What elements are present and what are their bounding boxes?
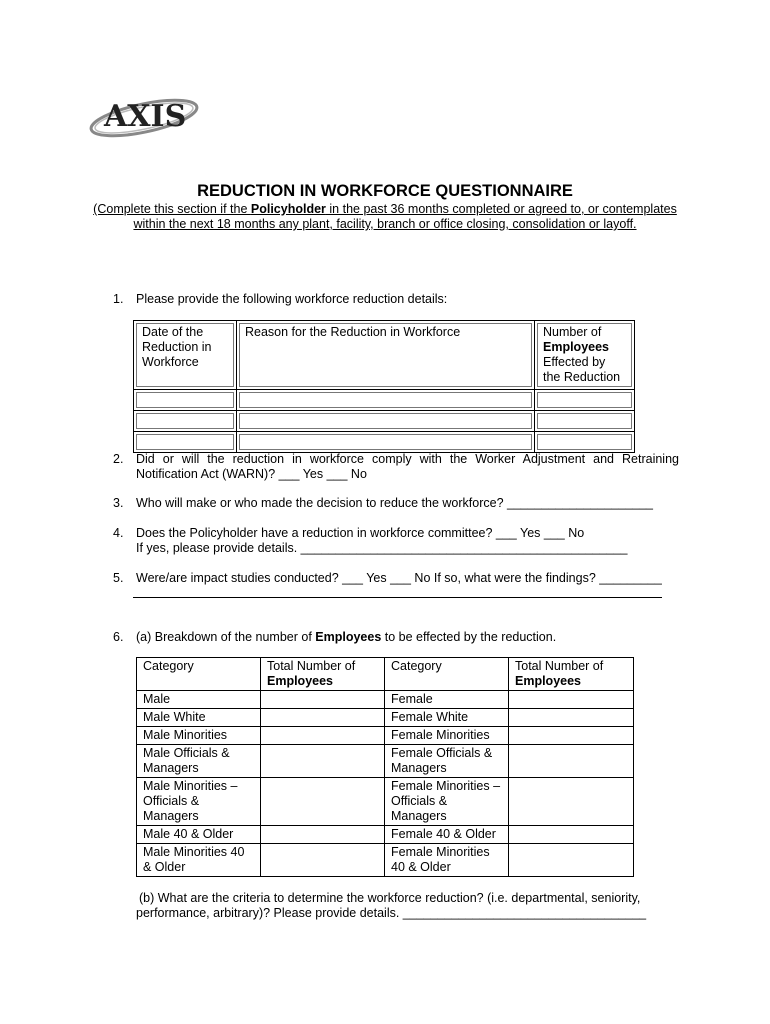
- row-label-male: Male Minorities 40 & Older: [137, 844, 261, 877]
- input-cell[interactable]: [136, 434, 234, 450]
- question-6b: (b) What are the criteria to determine the workforce reduction? (i.e. departmental, seniority, performance, arbitrary)? Please provide details. ___________________________________: [136, 891, 647, 920]
- col-header-category: Category: [137, 658, 261, 691]
- col-header-number: Number of Employees Effected by the Reduction: [537, 323, 632, 387]
- row-label-male: Male Officials & Managers: [137, 745, 261, 778]
- axis-logo: [88, 92, 200, 140]
- row-label-male: Male White: [137, 709, 261, 727]
- input-cell[interactable]: [239, 434, 532, 450]
- input-cell[interactable]: [509, 745, 634, 778]
- row-label-female: Female Minorities 40 & Older: [385, 844, 509, 877]
- input-cell[interactable]: [509, 778, 634, 826]
- input-cell[interactable]: [261, 691, 385, 709]
- input-cell[interactable]: [509, 844, 634, 877]
- input-cell[interactable]: [239, 392, 532, 408]
- input-cell[interactable]: [261, 709, 385, 727]
- row-label-male: Male: [137, 691, 261, 709]
- input-cell[interactable]: [261, 844, 385, 877]
- col-header-reason: Reason for the Reduction in Workforce: [239, 323, 532, 387]
- row-label-female: Female 40 & Older: [385, 826, 509, 844]
- input-cell[interactable]: [537, 413, 632, 429]
- question-6: 6. (a) Breakdown of the number of Employees to be effected by the reduction.: [113, 630, 557, 644]
- question-4: 4. Does the Policyholder have a reduction in workforce committee? ___ Yes ___ No If yes, please provide details. _______________________________________________: [113, 526, 628, 555]
- input-cell[interactable]: [136, 413, 234, 429]
- workforce-reduction-table: [133, 320, 635, 453]
- input-cell[interactable]: [509, 691, 634, 709]
- input-cell[interactable]: [261, 826, 385, 844]
- col-header-date: Date of the Reduction in Workforce: [136, 323, 234, 387]
- col-header-total-2: Total Number of Employees: [509, 658, 634, 691]
- row-label-female: Female Minorities – Officials & Managers: [385, 778, 509, 826]
- row-label-female: Female Minorities: [385, 727, 509, 745]
- answer-line[interactable]: [133, 597, 662, 598]
- input-cell[interactable]: [509, 727, 634, 745]
- row-label-female: Female Officials & Managers: [385, 745, 509, 778]
- page-subtitle: (Complete this section if the Policyholder in the past 36 months completed or agreed to, or contemplates within the next 18 months any plant, facility, branch or office closing, consolidation or layoff.: [93, 202, 677, 231]
- input-cell[interactable]: [261, 727, 385, 745]
- input-cell[interactable]: [509, 709, 634, 727]
- input-cell[interactable]: [261, 778, 385, 826]
- question-2: 2. Did or will the reduction in workforce comply with the Worker Adjustment and Retraining Notification Act (WARN)? ___ Yes ___ No: [113, 452, 679, 481]
- row-label-male: Male Minorities: [137, 727, 261, 745]
- page-title: REDUCTION IN WORKFORCE QUESTIONNAIRE: [197, 182, 573, 200]
- question-3: 3. Who will make or who made the decision to reduce the workforce? _____________________: [113, 496, 653, 510]
- svg-text:AXIS: AXIS: [104, 99, 187, 134]
- input-cell[interactable]: [537, 434, 632, 450]
- col-header-total: Total Number of Employees: [261, 658, 385, 691]
- row-label-male: Male Minorities – Officials & Managers: [137, 778, 261, 826]
- col-header-category-2: Category: [385, 658, 509, 691]
- input-cell[interactable]: [509, 826, 634, 844]
- input-cell[interactable]: [136, 392, 234, 408]
- row-label-male: Male 40 & Older: [137, 826, 261, 844]
- question-1: 1. Please provide the following workforce reduction details:: [113, 292, 448, 306]
- row-label-female: Female: [385, 691, 509, 709]
- input-cell[interactable]: [537, 392, 632, 408]
- employee-breakdown-table: [136, 657, 634, 877]
- input-cell[interactable]: [261, 745, 385, 778]
- row-label-female: Female White: [385, 709, 509, 727]
- question-5: 5. Were/are impact studies conducted? ___ Yes ___ No If so, what were the findings? _________: [113, 571, 662, 585]
- input-cell[interactable]: [239, 413, 532, 429]
